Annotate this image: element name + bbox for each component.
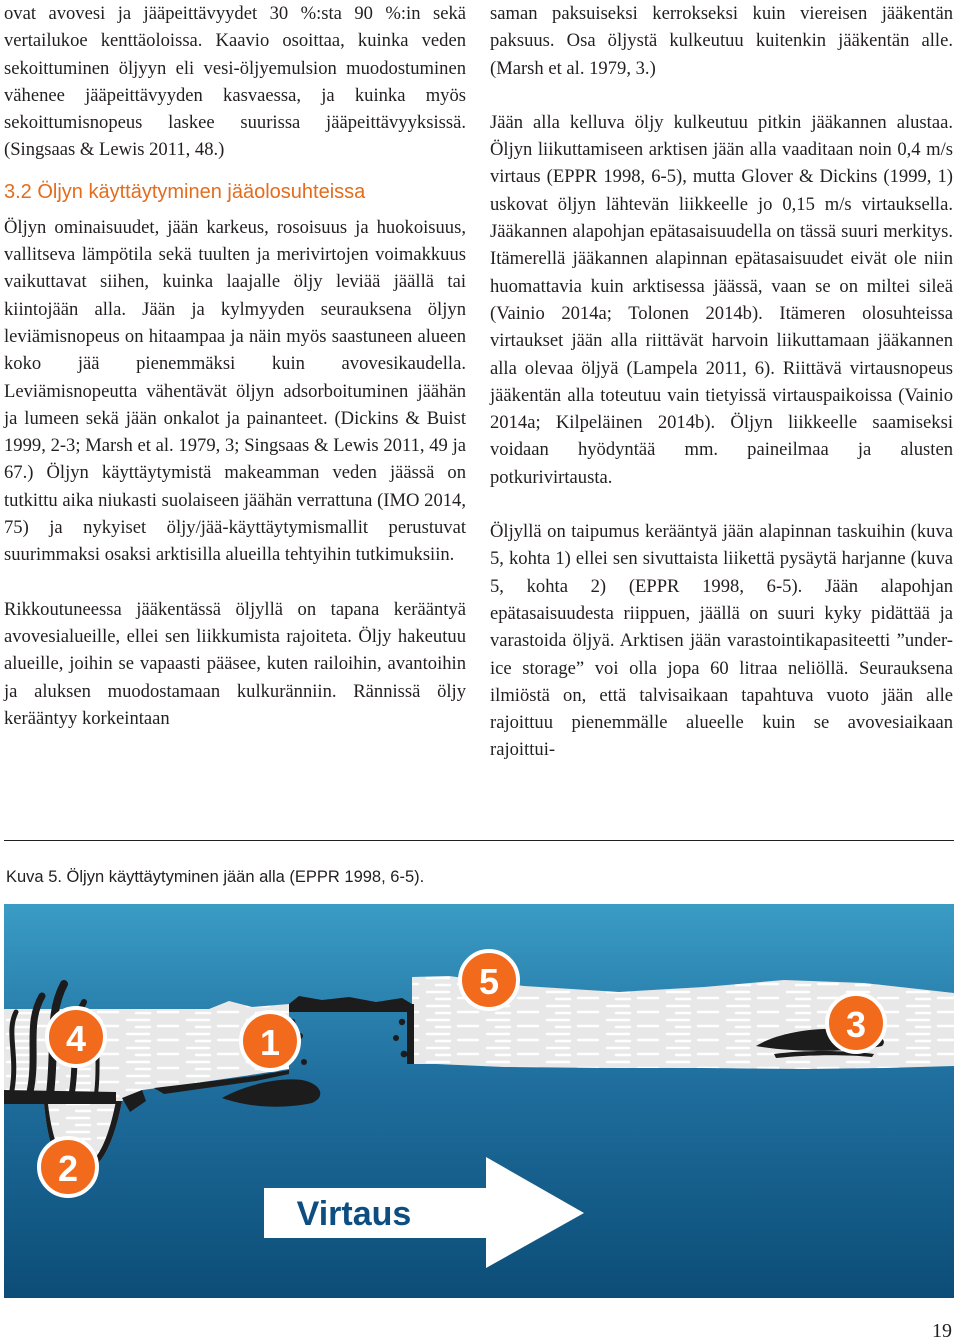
oil-pool-under-channels <box>4 1090 116 1104</box>
marker-4 <box>47 1008 105 1066</box>
marker-2 <box>39 1138 97 1196</box>
marker-2-label: 2 <box>57 1148 79 1189</box>
marker-5-label: 5 <box>478 961 500 1002</box>
flow-label: Virtaus <box>296 1195 412 1233</box>
paragraph: Rikkoutuneessa jääkentässä öljyllä on tapana kerääntyä avovesialueille, ellei sen liikkumista rajoiteta. Öljy hakeutuu alueille, joihin se vapaasti pääsee, kuten railoihin, avantoihin ja aluksen muodostamaan kulkuränniin. Rännissä öljy kerääntyy korkeintaan <box>4 598 466 729</box>
left-column <box>4 0 466 732</box>
section-heading: 3.2 Öljyn käyttäytyminen jääolosuhteissa <box>4 180 366 203</box>
divider-rule <box>4 840 954 841</box>
paragraph: saman paksuiseksi kerrokseksi kuin viereisen jääkentän paksuus. Osa öljystä kulkeutuu kuitenkin jääkentän alle. (Marsh et al. 1979, 3.) <box>490 3 953 79</box>
marker-3-label: 3 <box>845 1004 867 1045</box>
marker-1 <box>241 1012 299 1070</box>
marker-4-label: 4 <box>65 1018 87 1059</box>
oil-lead-wall <box>407 1004 414 1064</box>
marker-1-label: 1 <box>259 1022 281 1063</box>
marker-5 <box>460 951 518 1009</box>
paragraph: Jään alla kelluva öljy kulkeutuu pitkin jääkannen alustaa. Öljyn liikuttamiseen arktisen jään alla vaaditaan noin 0,4 m/s virtaus (EPPR 1998, 6-5), mutta Glover & Dickins (1999, 1) uskovat öljyn lähtevän liikkeelle jo 0,15 m/s virtauksella. Jääkannen alapohjan epätasaisuudella on tässä suuri merkitys. Itämerellä jääkannen alapinnan epätasaisuudet eivät ole niin huomattavia kuin arktisessa jäässä, vaan se on miltei sileä (Vainio 2014a; Tolonen 2014b). Itämeren olosuhteissa virtaukset jään alla riittävät harvoin liikuttamaan jääkannen alla olevaa öljyä (Lampela 2011, 6). Riittävä virtausnopeus jääkentän alla toteutuu vain tietyissä virtauspaikoissa (Vainio 2014a; Kilpeläinen 2014b). Öljyn liikkeelle saamiseksi voidaan hyödyntää mm. paineilmaa ja alusten potkurivirtausta. <box>490 111 953 488</box>
right-column <box>490 0 953 764</box>
paragraph: Öljyllä on taipumus kerääntyä jään alapinnan taskuihin (kuva 5, kohta 1) ellei sen sivuttaista liikettä pysäytä harjanne (kuva 5, kohta 2) (EPPR 1998, 6-5). Jään alapohjan epätasaisuudesta riippuen, jäällä on suuri kyky pidättää ja varastoida öljyä. Arktisen jään varastointikapasiteetti ”under-ice storage” voi olla jopa 60 litraa neliöllä. Seurauksena ilmiöstä on, että talvisaikaan tapahtuva vuoto jään alle rajoittuu pienemmälle alueelle kuin se avovesiaikaan rajoittui- <box>490 521 953 761</box>
page-number: 19 <box>932 1320 952 1342</box>
paragraph: ovat avovesi ja jääpeittävyydet 30 %:sta 90 %:in sekä vertailukoe kenttäoloissa. Kaavio osoittaa, kuinka veden sekoittuminen öljyyn eli vesi-öljyemulsion muodostuminen vähenee jääpeittävyyden kasvaessa, ja kuinka myös sekoittumisnopeus laskee suurissa jääpeittävyyksissä. (Singsaas & Lewis 2011, 48.) <box>4 3 466 161</box>
oil-under-ice-illustration <box>4 904 954 1298</box>
marker-3 <box>827 994 885 1052</box>
paragraph: Öljyn ominaisuudet, jään karkeus, rosoisuus ja huokoisuus, vallitseva lämpötila sekä tuulten ja merivirtojen voimakkuus vaikuttavat siihen, kuinka laajalle öljy leviää jäällä tai kiintojään alla. Jään ja kylmyyden seurauksena öljyn leviämisnopeus on hitaampaa ja näin myös saastuneen alueen koko jää pienemmäksi kuin avovesikaudella. Leviämisnopeutta vähentävät öljyn adsorboituminen jäähän ja lumeen sekä jään onkalot ja painanteet. (Dickins & Buist 1999, 2-3; Marsh et al. 1979, 3; Singsaas & Lewis 2011, 49 ja 67.) Öljyn käyttäytymistä makeamman veden jäässä on tutkittu aika niukasti suolaiseen jäähän verrattuna (IMO 2014, 75) ja nykyiset öljy/jää-käyttäytymismallit perustuvat suurimmaksi osaksi arktisilla alueilla tehtyihin tutkimuksiin. <box>4 216 466 566</box>
figure-caption: Kuva 5. Öljyn käyttäytyminen jään alla (EPPR 1998, 6-5). <box>6 868 425 886</box>
